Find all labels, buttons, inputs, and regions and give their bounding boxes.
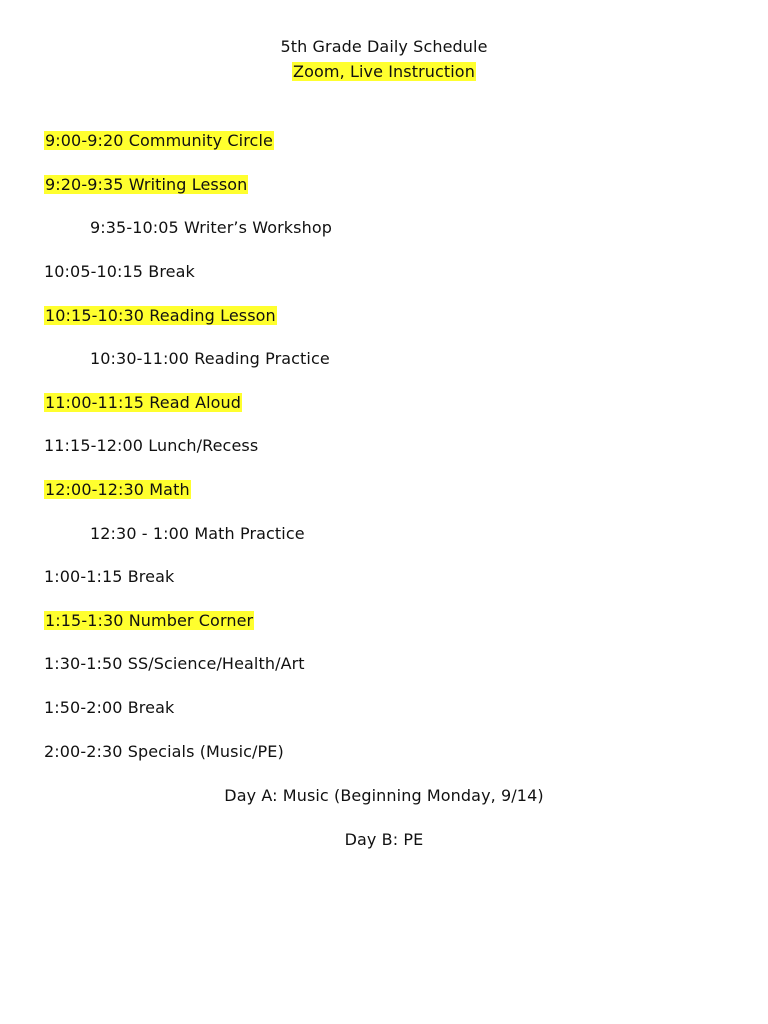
schedule-item-math-practice bbox=[90, 523, 305, 545]
schedule-item-break-morning bbox=[44, 261, 195, 283]
schedule-item-text: 10:15-10:30 Reading Lesson bbox=[45, 306, 276, 325]
schedule-item-ss-science-health-art bbox=[44, 653, 305, 675]
schedule-item-specials bbox=[44, 741, 284, 763]
document-title bbox=[0, 36, 768, 58]
schedule-item-community-circle bbox=[44, 130, 274, 152]
schedule-item-text: 9:35-10:05 Writer’s Workshop bbox=[90, 218, 332, 237]
schedule-item-text: 1:15-1:30 Number Corner bbox=[45, 611, 254, 630]
schedule-item-text: 12:30 - 1:00 Math Practice bbox=[90, 524, 305, 543]
schedule-item-text: 10:30-11:00 Reading Practice bbox=[90, 349, 330, 368]
schedule-item-text: 10:05-10:15 Break bbox=[44, 262, 195, 281]
schedule-item-break-afternoon bbox=[44, 566, 174, 588]
schedule-item-text: 1:50-2:00 Break bbox=[44, 698, 175, 717]
schedule-item-text: 12:00-12:30 Math bbox=[45, 480, 190, 499]
schedule-item-reading-practice bbox=[90, 348, 330, 370]
title-text: 5th Grade Daily Schedule bbox=[280, 37, 488, 56]
note-text: Day A: Music (Beginning Monday, 9/14) bbox=[224, 786, 544, 805]
note-day-a bbox=[0, 785, 768, 807]
document-subtitle bbox=[0, 61, 768, 83]
schedule-item-reading-lesson bbox=[44, 305, 277, 327]
schedule-item-text: 11:15-12:00 Lunch/Recess bbox=[44, 436, 259, 455]
note-day-b bbox=[0, 829, 768, 851]
schedule-item-writing-lesson bbox=[44, 174, 248, 196]
schedule-item-text: 9:20-9:35 Writing Lesson bbox=[45, 175, 248, 194]
schedule-item-text: 11:00-11:15 Read Aloud bbox=[45, 393, 242, 412]
schedule-item-text: 1:30-1:50 SS/Science/Health/Art bbox=[44, 654, 305, 673]
schedule-item-writers-workshop bbox=[90, 217, 332, 239]
schedule-item-lunch-recess bbox=[44, 435, 258, 457]
schedule-item-read-aloud bbox=[44, 392, 242, 414]
schedule-item-number-corner bbox=[44, 610, 254, 632]
schedule-item-text: 9:00-9:20 Community Circle bbox=[45, 131, 273, 150]
schedule-item-math bbox=[44, 479, 191, 501]
note-text: Day B: PE bbox=[344, 830, 424, 849]
subtitle-text: Zoom, Live Instruction bbox=[293, 62, 475, 81]
schedule-item-text: 1:00-1:15 Break bbox=[44, 567, 175, 586]
schedule-item-break-late bbox=[44, 697, 174, 719]
schedule-item-text: 2:00-2:30 Specials (Music/PE) bbox=[44, 742, 284, 761]
